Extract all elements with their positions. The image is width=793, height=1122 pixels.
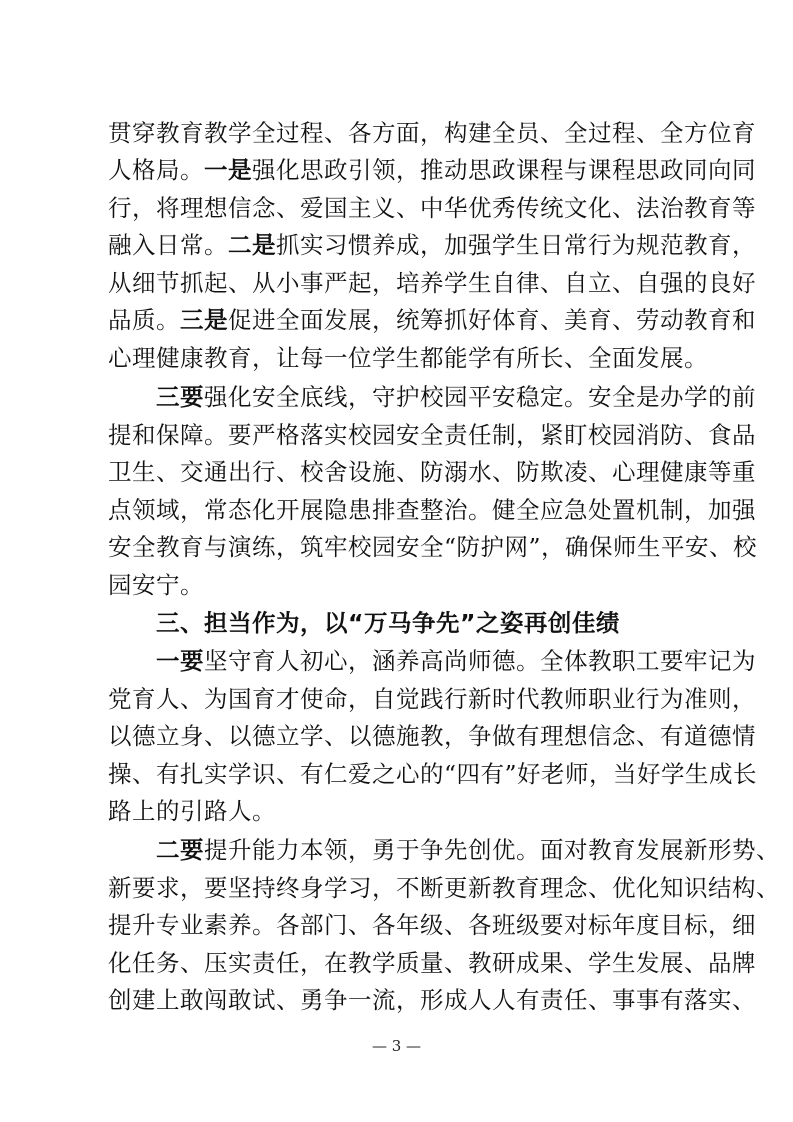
paragraph-line: 以德立身、以德立学、以德施教，争做有理想信念、有道德情 bbox=[108, 722, 756, 750]
paragraph-line: 提和保障。要严格落实校园安全责任制，紧盯校园消防、食品 bbox=[108, 421, 756, 449]
paragraph-line: 三要强化安全底线，守护校园平安稳定。安全是办学的前 bbox=[156, 383, 756, 411]
paragraph-line: 二要提升能力本领，勇于争先创优。面对教育发展新形势、 bbox=[156, 836, 780, 864]
paragraph-line: 操、有扎实学识、有仁爱之心的“四有”好老师，当好学生成长 bbox=[108, 760, 758, 788]
paragraph-line: 提升专业素养。各部门、各年级、各班级要对标年度目标，细 bbox=[108, 911, 756, 939]
emphasis-marker: 三要 bbox=[156, 383, 204, 411]
paragraph-line: 融入日常。二是抓实习惯养成，加强学生日常行为规范教育， bbox=[108, 231, 756, 259]
paragraph-line: 贯穿教育教学全过程、各方面，构建全员、全过程、全方位育 bbox=[108, 119, 756, 147]
paragraph-line: 心理健康教育，让每一位学生都能学有所长、全面发展。 bbox=[108, 344, 708, 372]
paragraph-line: 化任务、压实责任，在教学质量、教研成果、学生发展、品牌 bbox=[108, 949, 756, 977]
paragraph-line: 园安宁。 bbox=[108, 571, 204, 599]
paragraph-line: 新要求，要坚持终身学习，不断更新教育理念、优化知识结构、 bbox=[108, 874, 780, 902]
paragraph-line: 路上的引路人。 bbox=[108, 797, 276, 825]
emphasis-marker: 二是 bbox=[228, 231, 276, 259]
emphasis-marker: 一是 bbox=[204, 156, 252, 184]
paragraph-line: 行，将理想信念、爱国主义、中华优秀传统文化、法治教育等 bbox=[108, 194, 756, 222]
paragraph-line: 点领域，常态化开展隐患排查整治。健全应急处置机制，加强 bbox=[108, 496, 756, 524]
page-number: — 3 — bbox=[371, 1037, 422, 1055]
paragraph-line: 一要坚守育人初心，涵养高尚师德。全体教职工要牢记为 bbox=[156, 647, 756, 675]
paragraph-line: 创建上敢闯敢试、勇争一流，形成人人有责任、事事有落实、 bbox=[108, 986, 756, 1014]
paragraph-line: 品质。三是促进全面发展，统筹抓好体育、美育、劳动教育和 bbox=[108, 306, 756, 334]
paragraph-line: 党育人、为国育才使命，自觉践行新时代教师职业行为准则， bbox=[108, 685, 756, 713]
emphasis-marker: 一要 bbox=[156, 647, 204, 675]
paragraph-line: 卫生、交通出行、校舍设施、防溺水、防欺凌、心理健康等重 bbox=[108, 458, 756, 486]
paragraph-line: 从细节抓起、从小事严起，培养学生自律、自立、自强的良好 bbox=[108, 269, 756, 297]
paragraph-line: 人格局。一是强化思政引领，推动思政课程与课程思政同向同 bbox=[108, 156, 756, 184]
paragraph-line: 安全教育与演练，筑牢校园安全“防护网”，确保师生平安、校 bbox=[108, 533, 758, 561]
emphasis-marker: 三是 bbox=[180, 306, 228, 334]
emphasis-marker: 二要 bbox=[156, 836, 204, 864]
section-heading: 三、担当作为，以“万马争先”之姿再创佳绩 bbox=[156, 609, 620, 637]
